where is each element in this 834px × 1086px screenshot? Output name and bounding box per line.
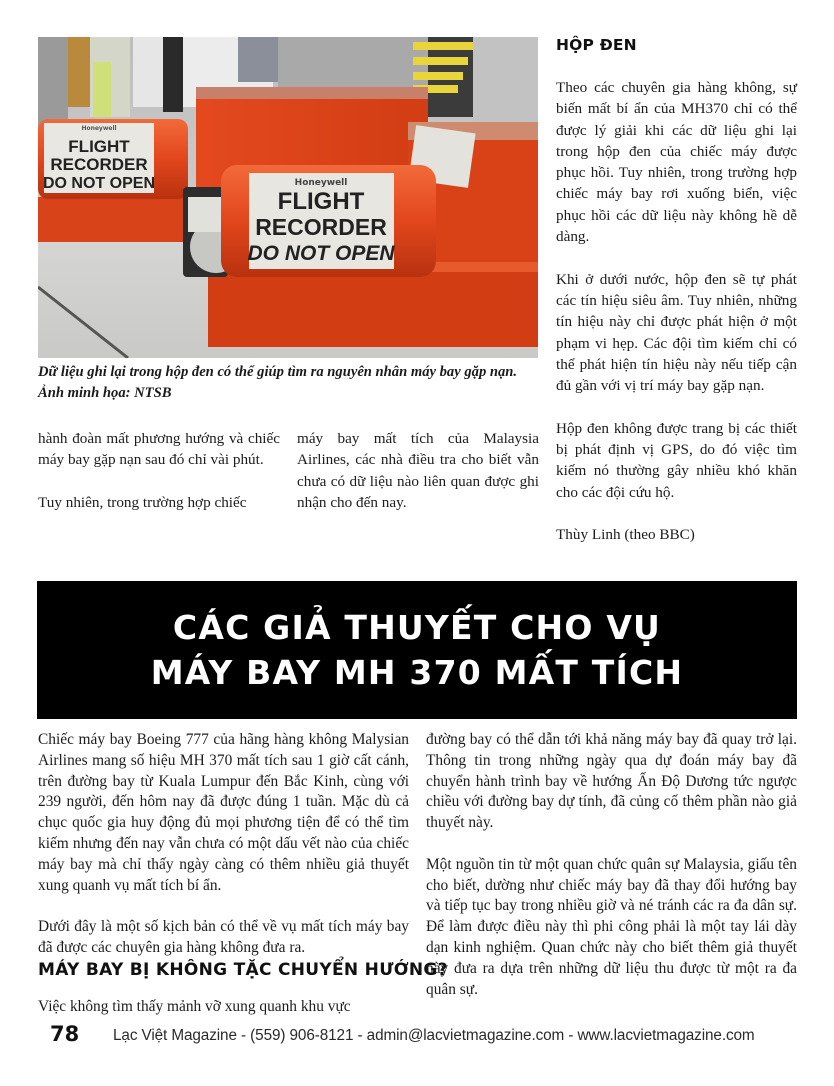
page-number: 78 (50, 1022, 80, 1046)
continued-paragraph: máy bay mất tích của Malaysia Airlines, các nhà điều tra cho biết vẫn chưa có dữ liệu nào liên quan được ghi nhận cho đến nay. (297, 430, 539, 511)
sidebar-paragraph: Theo các chuyên gia hàng không, sự biến mất bí ẩn của MH370 chỉ có thể được lý giải khi các dữ liệu ghi lại trong hộp đen của chiếc máy được phục hồi. Tuy nhiên, trong trường hợp chiếc máy bay rơi xuống biển, việc phục hồi các dữ liệu này không hề dễ dàng. (556, 79, 797, 246)
article-title-banner (37, 581, 797, 719)
left-label-line3: DO NOT OPEN (42, 175, 156, 192)
continued-column-b (297, 428, 539, 513)
footer-contact: Lạc Việt Magazine - (559) 906-8121 - admin@lacvietmagazine.com - www.lacvietmagazine.com (113, 1027, 755, 1044)
sidebar-paragraph: Hộp đen không được trang bị các thiết bị phát định vị GPS, do đó việc tìm kiếm nó thường gây nhiều khó khăn cho các đội cứu hộ. (556, 419, 797, 501)
main-label-line2: RECORDER (255, 214, 387, 240)
continued-column-a (38, 428, 280, 513)
left-label-line1: FLIGHT (68, 137, 130, 156)
main-label-line1: FLIGHT (277, 188, 365, 215)
article-column-b (426, 730, 797, 1000)
sidebar-paragraph: Khi ở dưới nước, hộp đen sẽ tự phát các tín hiệu siêu âm. Tuy nhiên, những tín hiệu này chỉ được phát hiện ở một phạm vi hẹp. Các đội tìm kiếm chỉ có thể phát hiện tín hiệu này nếu tiếp cận đủ gần với vị trí máy bay gặp nạn. (556, 270, 797, 395)
article-subheading: MÁY BAY BỊ KHÔNG TẶC CHUYỂN HƯỚNG? (38, 959, 448, 980)
article-paragraph: Chiếc máy bay Boeing 777 của hãng hàng không Malysian Airlines mang số hiệu MH 370 mất tích sau 1 giờ cất cánh, trên đường bay từ Kuala Lumpur đến Bắc Kinh, cùng với 239 người, đến hôm nay đã được đúng 1 tuần. Mặc dù cả chục quốc gia huy động đủ mọi phương tiện để có thể tìm kiếm nhưng đến nay vẫn chưa có một dấu vết nào của chiếc máy bay mà chỉ thấy ngày càng có thêm nhiều giả thuyết xung quanh vụ mất tích bí ẩn. (38, 731, 409, 894)
continued-paragraph: hành đoàn mất phương hướng và chiếc máy bay gặp nạn sau đó chỉ vài phút. (38, 430, 280, 469)
article-title-line-2: MÁY BAY MH 370 MẤT TÍCH (150, 653, 684, 692)
main-label-line3: DO NOT OPEN (247, 242, 395, 265)
sidebar-author: Thùy Linh (theo BBC) (556, 526, 695, 544)
sidebar-black-box (556, 36, 797, 546)
photo-caption: Dữ liệu ghi lại trong hộp đen có thể giúp tìm ra nguyên nhân máy bay gặp nạn. Ảnh minh họa: NTSB (38, 364, 518, 401)
left-label-brand: Honeywell (81, 125, 117, 132)
sidebar-heading: HỘP ĐEN (556, 36, 637, 54)
article-paragraph: đường bay có thể dẫn tới khả năng máy bay đã quay trở lại. Thông tin trong những ngày qua dự đoán máy bay đã chuyển hành trình bay về hướng Ấn Độ Dương tức ngược chiều với đường bay dự tính, đã củng cố thêm phần nào giả thuyết này. (426, 731, 797, 832)
continued-paragraph: Tuy nhiên, trong trường hợp chiếc (38, 493, 247, 511)
article-paragraph: Dưới đây là một số kịch bản có thể về vụ mất tích máy bay đã được các chuyên gia hàng không đưa ra. (38, 918, 409, 956)
article-title-line-1: CÁC GIẢ THUYẾT CHO VỤ (172, 608, 662, 647)
left-label-line2: RECORDER (50, 155, 148, 174)
flight-recorder-photo (38, 37, 538, 358)
article-column-a (38, 730, 448, 1018)
article-paragraph: Một nguồn tin từ một quan chức quân sự Malaysia, giấu tên cho biết, dường như chiếc máy bay đã thay đổi hướng bay và tiếp tục bay trong nhiều giờ và né tránh các ra đa dân sự. Để làm được điều này thì phi công phải là một tay lái dày dạn kinh nghiệm. Quan chức này cho biết thêm giả thuyết này đưa ra dựa trên những dữ liệu thu được từ một ra đa quân sự. (426, 855, 797, 998)
article-paragraph: Việc không tìm thấy mảnh vỡ xung quanh khu vực (38, 997, 351, 1015)
main-label-brand: Honeywell (294, 178, 348, 188)
